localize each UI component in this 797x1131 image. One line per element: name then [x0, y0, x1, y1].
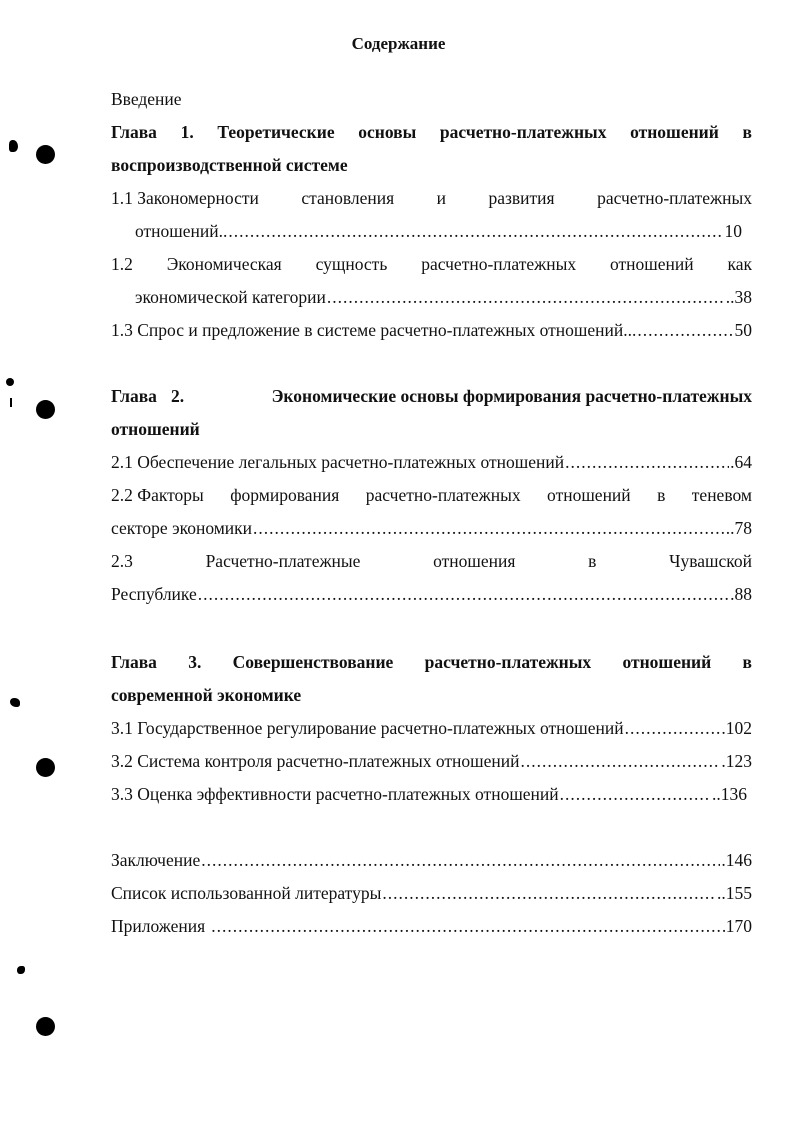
page-number: ..78: [725, 518, 752, 538]
toc-section-2-2-cont: секторе экономики ..... ..78: [111, 517, 752, 539]
toc-references: Список использованной литературы ..... ..155: [111, 882, 752, 904]
binder-hole: [36, 145, 55, 164]
toc-section-1-3: 1.3 Спрос и предложение в системе расчетно-платежных отношений... ..... 50: [111, 319, 752, 341]
page-number: .123: [721, 751, 752, 771]
page-number: ..155: [717, 883, 752, 903]
toc-section-3-3: 3.3 Оценка эффективности расчетно-платежных отношений ..... ..136: [111, 783, 747, 805]
toc-appendix: Приложения ..... 170: [111, 915, 752, 937]
page-number: .88: [730, 584, 752, 604]
page-number: .64: [730, 452, 752, 472]
toc-section-1-2-cont: экономической категории ..... ..38: [135, 286, 752, 308]
scan-speck: [10, 698, 20, 707]
page-number: 102: [725, 718, 752, 738]
toc-section-2-1: 2.1 Обеспечение легальных расчетно-платежных отношений ..... .64: [111, 451, 752, 473]
page-number: ..38: [725, 287, 752, 307]
toc-chapter-2-heading-cont: отношений: [111, 419, 200, 439]
page-number: 10: [724, 221, 742, 241]
toc-section-3-2: 3.2 Система контроля расчетно-платежных отношений ..... .123: [111, 750, 752, 772]
toc-section-2-3-cont: Республике ..... .88: [111, 583, 752, 605]
page-number: ..136: [712, 784, 747, 804]
toc-chapter-2-heading: Глава 2. Экономические основы формирования расчетно-платежных: [111, 386, 752, 406]
toc-chapter-3-heading: Глава 3. Совершенствование расчетно-платежных отношений в: [111, 652, 752, 672]
scan-speck: [6, 378, 14, 386]
page-title: Содержание: [351, 34, 446, 53]
scan-speck: [10, 398, 12, 407]
toc-section-1-2: 1.2 Экономическая сущность расчетно-платежных отношений как: [111, 254, 752, 274]
toc-chapter-3-heading-cont: современной экономике: [111, 685, 302, 705]
toc-section-3-1: 3.1 Государственное регулирование расчетно-платежных отношений ..... 102: [111, 717, 752, 739]
toc-chapter-1-heading: Глава 1. Теоретические основы расчетно-платежных отношений в: [111, 122, 752, 142]
binder-hole: [36, 1017, 55, 1036]
toc-section-1-1-cont: отношений.. ..... 10: [135, 220, 742, 242]
page-number: 170: [725, 916, 752, 936]
binder-hole: [36, 758, 55, 777]
toc-intro: Введение: [111, 89, 182, 109]
toc-section-2-2: 2.2 Факторы формирования расчетно-платежных отношений в теневом: [111, 485, 752, 505]
toc-section-1-1: 1.1 Закономерности становления и развития расчетно-платежных: [111, 188, 752, 208]
toc-chapter-1-heading-cont: воспроизводственной системе: [111, 155, 348, 175]
scan-speck: [9, 140, 18, 152]
page-number: 50: [734, 320, 752, 340]
page-number: .146: [721, 850, 752, 870]
scan-speck: [17, 966, 25, 974]
toc-section-2-3: 2.3 Расчетно-платежные отношения в Чувашской: [111, 551, 752, 571]
toc-conclusion: Заключение ..... .146: [111, 849, 752, 871]
binder-hole: [36, 400, 55, 419]
